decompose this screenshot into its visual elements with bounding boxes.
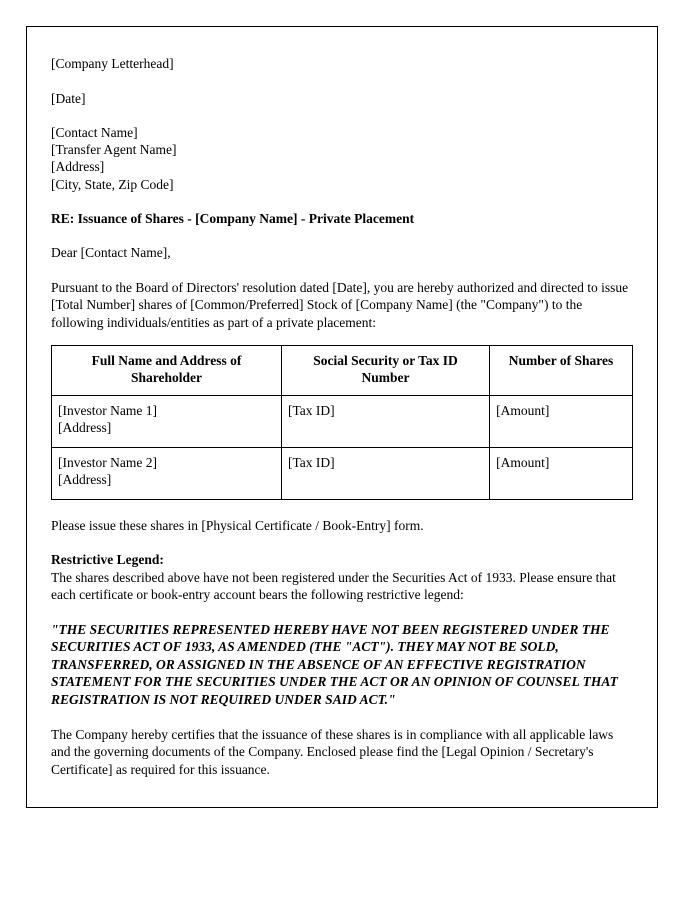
recipient-city-state-zip: [City, State, Zip Code]	[51, 176, 174, 192]
closing-paragraph: The Company hereby certifies that the issuance of these shares is in compliance with all applicable laws and the governing documents of the Company. Enclosed please find the [Legal Opinion / Secretary's Certificate] as required for this issuance.	[51, 726, 614, 777]
cell-tax-id: [Tax ID]	[281, 447, 489, 499]
letter-date: [Date]	[51, 90, 86, 106]
document-page	[26, 26, 658, 808]
investor-address: [Address]	[58, 471, 112, 487]
recipient-transfer-agent: [Transfer Agent Name]	[51, 142, 177, 158]
investor-address: [Address]	[58, 420, 112, 436]
cell-shares: [Amount]	[490, 396, 633, 448]
company-letterhead: [Company Letterhead]	[51, 56, 174, 71]
shareholder-table	[51, 345, 633, 499]
restrictive-legend-intro: The shares described above have not been registered under the Securities Act of 1933. Please ensure that each certificate or book-entry account bears the following restrictive legend:	[51, 569, 616, 603]
cell-tax-id: [Tax ID]	[281, 396, 489, 448]
issue-form-instruction: Please issue these shares in [Physical Certificate / Book-Entry] form.	[51, 517, 424, 533]
table-body	[52, 396, 633, 500]
table-row	[52, 447, 633, 499]
investor-name: [Investor Name 1]	[58, 403, 157, 419]
restrictive-legend-text: "THE SECURITIES REPRESENTED HEREBY HAVE NOT BEEN REGISTERED UNDER THE SECURITIES ACT OF 1933, AS AMENDED (THE "ACT"). THEY MAY NOT BE SOLD, TRANSFERRED, OR ASSIGNED IN THE ABSENCE OF AN EFFECTIVE REGISTRATION STATEMENT FOR THE SECURITIES UNDER THE ACT OR AN OPINION OF COUNSEL THAT REGISTRATION IS NOT REQUIRED UNDER SAID ACT."	[51, 621, 618, 708]
restrictive-legend-heading: Restrictive Legend:	[51, 552, 164, 568]
cell-name-address	[52, 396, 282, 448]
salutation: Dear [Contact Name],	[51, 245, 171, 261]
column-header-shares: Number of Shares	[490, 346, 633, 396]
document-content	[27, 27, 657, 778]
cell-name-address	[52, 447, 282, 499]
table-row	[52, 396, 633, 448]
recipient-street-address: [Address]	[51, 159, 105, 175]
investor-name: [Investor Name 2]	[58, 454, 157, 470]
intro-paragraph: Pursuant to the Board of Directors' resolution dated [Date], you are hereby authorized and directed to issue [Total Number] shares of [Common/Preferred] Stock of [Company Name] (the "Company") to the following individuals/entities as part of a private placement:	[51, 279, 629, 330]
subject-line: RE: Issuance of Shares - [Company Name] - Private Placement	[51, 210, 415, 226]
column-header-tax-id: Social Security or Tax ID Number	[281, 346, 489, 396]
cell-shares: [Amount]	[490, 447, 633, 499]
table-header-row	[52, 346, 633, 396]
column-header-name-address: Full Name and Address of Shareholder	[52, 346, 282, 396]
table-header	[52, 346, 633, 396]
recipient-contact-name: [Contact Name]	[51, 125, 138, 141]
recipient-address	[51, 124, 633, 193]
